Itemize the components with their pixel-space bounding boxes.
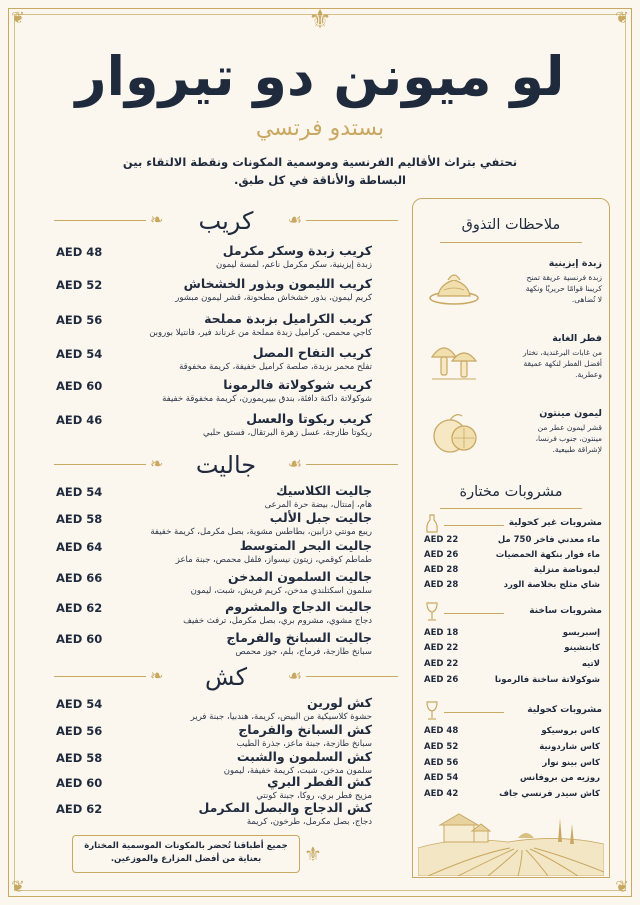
intro-text: نحتفي بتراث الأقاليم الفرنسية وموسمية المكونات ونقطة الالتقاء بين البساطة والأناقة في كل طبق. (122, 155, 518, 187)
section-title: جاليت (195, 451, 257, 479)
leaf-ornament-icon: ☙ (287, 210, 302, 229)
item-price: AED 56 (56, 313, 103, 327)
menu-item (56, 347, 372, 377)
leaf-ornament-icon: ☙ (287, 666, 302, 685)
leaf-ornament-icon: ❧ (150, 666, 164, 685)
drink-name: شوكولاتة ساخنة فالرمونا (494, 675, 600, 685)
item-description: حشوة كلاسيكية من البيض، كريمة، هندبيا، جبنة فرير (190, 712, 372, 722)
menu-item (56, 571, 372, 601)
drink-name: كابتشينو (564, 643, 600, 653)
item-description: كريم ليمون، بذور خشخاش مطحونة، قشر ليمون مبشور (175, 293, 372, 303)
tasting-notes-title: ملاحظات التذوق (461, 217, 561, 233)
drink-price: AED 26 (424, 550, 459, 560)
drinks-group-title: مشروبات كحولية (527, 705, 602, 715)
drink-name: كاس بينو نوار (542, 758, 600, 768)
item-description: دجاج، بصل مكرمل، طرخون، كريمة (246, 817, 372, 827)
note-title: فطر الغابة (552, 333, 602, 344)
item-price: AED 64 (56, 540, 103, 554)
drink-price: AED 18 (424, 628, 459, 638)
drink-name: كاش سيدر فرنسي جاف (499, 789, 600, 799)
drink-price: AED 52 (424, 742, 459, 752)
drinks-group-title: مشروبات ساخنة (529, 606, 602, 616)
drink-item (424, 580, 600, 594)
footer-note: جميع أطباقنا تُحضر بالمكونات الموسمية المختارة بعناية من أفضل المزارع والموزعين. (72, 835, 300, 873)
menu-item (56, 379, 372, 409)
drink-price: AED 42 (424, 789, 459, 799)
drink-price: AED 22 (424, 535, 459, 545)
item-name: كريب ريكوتا والعسل (246, 411, 372, 426)
corner-ornament-icon: ❦ (615, 877, 629, 896)
fleur-de-lis-icon: ⚜ (304, 842, 322, 866)
note-title: زبدة إيزينية (548, 258, 602, 269)
note-description: زبدة فرنسية عريقة تمنح كريبنا قوامًا حريريًا ونكهة لا تُضاهى. (525, 273, 602, 304)
menu-item (56, 540, 372, 570)
carafe-icon (424, 514, 440, 534)
drink-name: ماء معدني فاخر 750 مل (497, 535, 600, 545)
drink-price: AED 54 (424, 773, 459, 783)
vineyard-illustration (418, 808, 604, 876)
drink-name: كاس بروسيكو (541, 726, 600, 736)
drink-item (424, 789, 600, 803)
item-name: جاليت السلمون المدخن (228, 569, 372, 584)
item-price: AED 54 (56, 485, 103, 499)
drinks-title: مشروبات مختارة (459, 484, 563, 500)
wine-glass-icon (424, 701, 440, 721)
drinks-group-title: مشروبات غير كحولية (508, 518, 602, 528)
drink-name: لاتيه (581, 659, 600, 669)
drinks-group-header (422, 606, 602, 622)
item-name: جاليت الكلاسيك (276, 483, 372, 498)
drink-price: AED 22 (424, 643, 459, 653)
drink-name: إسبريسو (562, 628, 600, 638)
item-price: AED 60 (56, 776, 103, 790)
item-description: ريكوتا طازجة، عسل زهرة البرتقال، فستق حلبي (203, 428, 372, 438)
item-description: كاجي محمص، كراميل زبدة مملحة من غرناند فير، فانتيلا بوروبن (149, 328, 372, 338)
item-name: كريب زبدة وسكر مكرمل (222, 243, 372, 258)
drink-price: AED 28 (424, 565, 459, 575)
menu-item (56, 632, 372, 662)
restaurant-title: لو ميونن دو تيروار (75, 45, 565, 108)
drink-item (424, 643, 600, 657)
item-description: سبانخ طازجة، جبنة ماعز، جذرة الطيب (236, 739, 372, 749)
item-price: AED 66 (56, 571, 103, 585)
item-name: كش الفطر البري (267, 774, 372, 789)
item-description: ريبع مونتي دزابين، بطاطس مشوية، بصل مكرمل، كريمة خفيفة (150, 527, 372, 537)
drink-price: AED 26 (424, 675, 459, 685)
section-title: كريب (198, 207, 254, 235)
note-title: ليمون مينتون (539, 408, 602, 419)
item-price: AED 52 (56, 278, 103, 292)
menu-item (56, 601, 372, 631)
item-description: تفلح محمر بزبدة، صلصة كراميل خفيفة، كريمة مخفوقة (179, 362, 372, 372)
divider (440, 508, 582, 509)
divider (440, 242, 582, 243)
drink-item (424, 726, 600, 740)
section-header-quiche (54, 662, 398, 692)
leaf-ornament-icon: ❧ (150, 454, 164, 473)
item-price: AED 58 (56, 512, 103, 526)
restaurant-subtitle: بستدو فرتسي (255, 116, 385, 141)
tasting-note (422, 258, 602, 320)
item-price: AED 54 (56, 347, 103, 361)
drink-item (424, 565, 600, 579)
item-name: كش السلمون والشبت (236, 749, 372, 764)
item-description: سبانخ طازجة، فرماج، بلم، جوز محمص (235, 647, 372, 657)
item-name: جاليت السبانخ والفرماج (226, 630, 372, 645)
drink-price: AED 48 (424, 726, 459, 736)
drink-item (424, 675, 600, 689)
item-price: AED 58 (56, 751, 103, 765)
item-description: سلمون مدخن، شبت، كريمة خفيفة، ليمون (223, 766, 372, 776)
item-description: دجاج مشوي، مشروم بري، بصل مكرمل، ترفث خفيف (183, 616, 372, 626)
item-price: AED 60 (56, 632, 103, 646)
item-name: كش لورين (307, 695, 372, 710)
item-name: جاليت البحر المتوسط (239, 538, 372, 553)
drink-name: ماء فوار بنكهة الحمضيات (495, 550, 600, 560)
item-description: زبدة إيزينية، سكر مكرمل ناعم، لمسة ليمون (215, 260, 372, 270)
menu-item (56, 278, 372, 308)
drink-item (424, 535, 600, 549)
fleur-de-lis-icon: ⚜ (308, 5, 332, 35)
drink-item (424, 550, 600, 564)
item-name: كريب شوكولاتة فالرمونا (223, 377, 372, 392)
item-name: كش السبانخ والفرماج (238, 722, 372, 737)
drink-price: AED 56 (424, 758, 459, 768)
item-description: سلمون اسكتلندي مدخن، كريم فريش، شبت، ليمون (190, 586, 372, 596)
drink-item (424, 628, 600, 642)
item-name: كش الدجاج والبصل المكرمل (198, 800, 372, 815)
item-price: AED 60 (56, 379, 103, 393)
drink-name: كاس شاردونية (539, 742, 600, 752)
tasting-note (422, 408, 602, 470)
drink-price: AED 28 (424, 580, 459, 590)
note-description: من غابات البرغندية، نختار أفضل الفطر لنكهة عميقة وعطرية. (522, 348, 602, 379)
drink-name: شاي مثلج بخلاصة الورد (503, 580, 600, 590)
item-description: مزيج فطر بري، روكا، جبنة كونتي (256, 791, 372, 801)
section-title: كش (204, 663, 248, 691)
section-header-crepes (54, 206, 398, 236)
item-price: AED 62 (56, 802, 103, 816)
corner-ornament-icon: ❦ (615, 8, 629, 27)
note-description: قشر ليمون عطر من مينتون، جنوب فرنسا، لإشراقة طبيعية. (535, 423, 602, 454)
drink-item (424, 659, 600, 673)
item-price: AED 56 (56, 724, 103, 738)
wine-glass-icon (424, 602, 440, 622)
lemon-icon (426, 410, 482, 458)
item-price: AED 48 (56, 245, 103, 259)
item-price: AED 46 (56, 413, 103, 427)
drink-name: ليموناضة منزلية (533, 565, 600, 575)
item-price: AED 54 (56, 697, 103, 711)
menu-item (56, 313, 372, 343)
item-name: جاليت جبل الألب (269, 510, 372, 525)
drinks-group-header (422, 705, 602, 721)
leaf-ornament-icon: ❧ (150, 210, 164, 229)
drink-item (424, 773, 600, 787)
item-description: طماطم كوقمي، زيتون نيسواز، فلفل محمص، جبنة ماعز (175, 555, 372, 565)
drink-price: AED 22 (424, 659, 459, 669)
item-name: كريب التفاح المصل (252, 345, 372, 360)
drinks-group-header (422, 518, 602, 534)
drink-item (424, 742, 600, 756)
item-price: AED 62 (56, 601, 103, 615)
section-header-galettes (54, 450, 398, 480)
menu-item (56, 413, 372, 443)
tasting-note (422, 333, 602, 395)
corner-ornament-icon: ❦ (11, 8, 25, 27)
item-name: كريب الليمون وبذور الخشخاش (183, 276, 372, 291)
butter-icon (426, 260, 482, 308)
mushroom-icon (426, 335, 482, 383)
item-name: جاليت الدجاج والمشروم (225, 599, 372, 614)
item-description: شوكولاتة داكنة دافئة، بندق بييريمورن، كريمة مخفوقة خفيفة (162, 394, 372, 404)
drink-name: روزيه من بروفانس (520, 773, 600, 783)
leaf-ornament-icon: ☙ (287, 454, 302, 473)
item-name: كريب الكراميل بزبدة مملحة (204, 311, 372, 326)
item-description: هام، إمنتال، بيضة حرة المرعى (264, 500, 372, 510)
menu-item (56, 245, 372, 275)
drink-item (424, 758, 600, 772)
corner-ornament-icon: ❦ (11, 877, 25, 896)
menu-item (56, 802, 372, 832)
